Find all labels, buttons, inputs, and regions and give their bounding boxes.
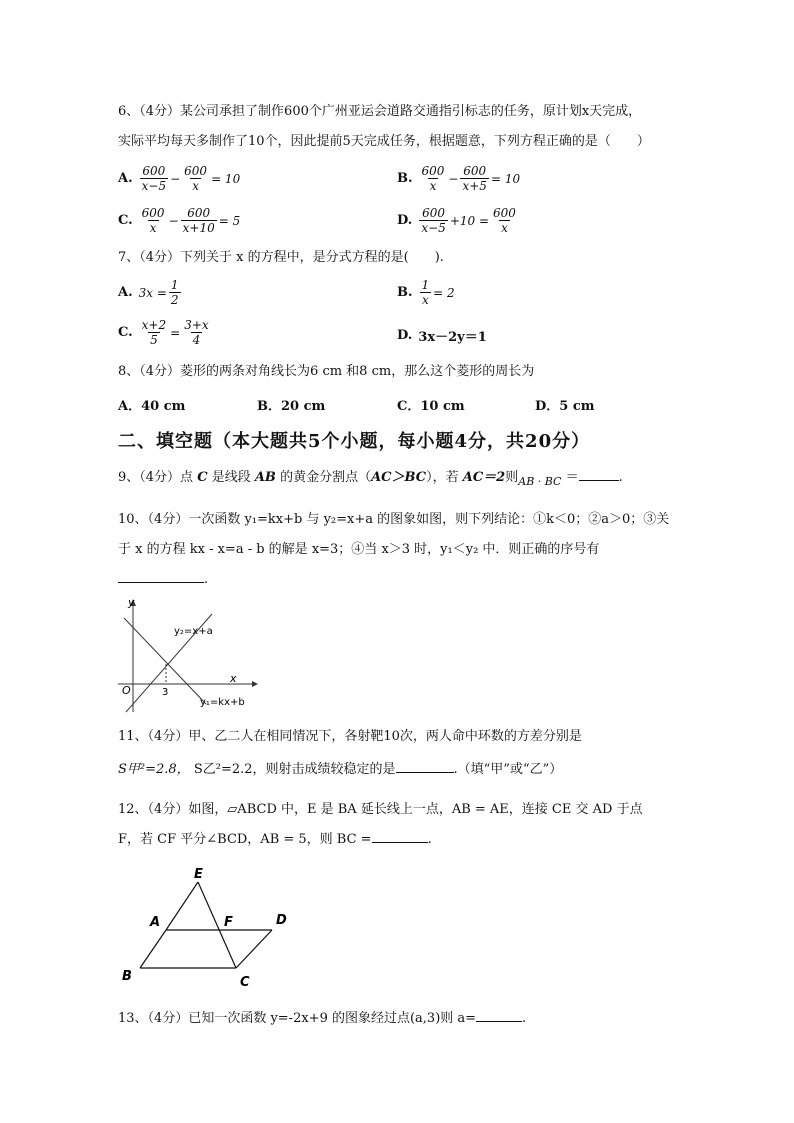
q10-graph bbox=[114, 594, 264, 718]
q6-option-b[interactable]: B. $\frac{600}{x}$ − $\frac{600}{x+5}$ = 10 bbox=[397, 164, 521, 193]
x-axis-label: x bbox=[230, 672, 237, 685]
tick-3: 3 bbox=[162, 687, 169, 698]
q7-option-d[interactable]: D. 3x－2y＝1 bbox=[397, 328, 487, 345]
q9-line: 9、（4分）点 C 是线段 AB 的黄金分割点（AC＞BC），若 AC＝2则$_{AB \cdot BC}$ ＝ . bbox=[118, 470, 623, 488]
segment-ae bbox=[166, 882, 198, 930]
q6-option-d[interactable]: D. $\frac{600}{x-5}$ +10 = $\frac{600}{x}$ bbox=[397, 206, 516, 235]
q7-stem: 7、（4分）下列关于 x 的方程中，是分式方程的是( ). bbox=[118, 250, 444, 265]
side-dc bbox=[236, 930, 272, 968]
q6-option-c[interactable]: C. $\frac{600}{x}$ − $\frac{600}{x+10}$ = 5 bbox=[118, 206, 241, 235]
q9-answer-blank[interactable] bbox=[579, 480, 619, 481]
q6-option-a[interactable]: A. $\frac{600}{x-5}$ − $\frac{600}{x}$ = 10 bbox=[118, 164, 241, 193]
y2-label: y₂=x+a bbox=[174, 626, 213, 637]
side-ba bbox=[140, 930, 166, 968]
q10-answer-blank[interactable] bbox=[118, 582, 204, 583]
q11-answer-blank[interactable] bbox=[396, 772, 454, 773]
q8-option-a[interactable]: A．40 cm bbox=[118, 399, 186, 414]
q10-line3: . bbox=[118, 570, 208, 590]
q12-line2: F，若 CF 平分∠BCD，AB = 5，则 BC = . bbox=[118, 832, 432, 847]
q12-answer-blank[interactable] bbox=[372, 842, 428, 843]
q6-line2: 实际平均每天多制作了10个，因此提前5天完成任务，根据题意，下列方程正确的是（ ） bbox=[118, 134, 650, 149]
label-a: A bbox=[150, 915, 161, 930]
q12-line1: 12、（4分）如图，▱ABCD 中，E 是 BA 延长线上一点，AB = AE，连接 CE 交 AD 于点 bbox=[118, 802, 643, 817]
q8-stem: 8、（4分）菱形的两条对角线长为6 cm 和8 cm，那么这个菱形的周长为 bbox=[118, 364, 535, 379]
label-e: E bbox=[194, 867, 203, 882]
label-f: F bbox=[224, 915, 233, 930]
q13-answer-blank[interactable] bbox=[476, 1021, 522, 1022]
y-axis-label: y bbox=[128, 596, 135, 609]
q11-line2: S甲²=2.8， S乙²=2.2，则射击成绩较稳定的是 .（填“甲”或“乙”） bbox=[118, 762, 563, 777]
q10-line2: 于 x 的方程 kx - x=a - b 的解是 x=3；④当 x＞3 时，y₁＜y₂ 中．则正确的序号有 bbox=[118, 542, 600, 557]
q8-option-c[interactable]: C．10 cm bbox=[397, 399, 465, 414]
x-axis-arrow bbox=[252, 681, 258, 687]
label-c: C bbox=[240, 975, 250, 990]
q8-option-d[interactable]: D．5 cm bbox=[535, 399, 595, 414]
origin-label: O bbox=[122, 684, 131, 697]
label-d: D bbox=[276, 913, 287, 928]
q11-line1: 11、（4分）甲、乙二人在相同情况下，各射靶10次，两人命中环数的方差分别是 bbox=[118, 729, 582, 744]
q10-line1: 10、（4分）一次函数 y₁=kx+b 与 y₂=x+a 的图象如图，则下列结论：①k＜0；②a＞0；③关 bbox=[118, 512, 670, 527]
q6-line1: 6、（4分）某公司承担了制作600个广州亚运会道路交通指引标志的任务，原计划x天完成， bbox=[118, 104, 642, 119]
q7-option-c[interactable]: C. $\frac{x+2}{5}$ = $\frac{3+x}{4}$ bbox=[118, 318, 209, 347]
q13-line: 13、（4分）已知一次函数 y=-2x+9 的图象经过点(a,3)则 a= . bbox=[118, 1011, 527, 1026]
q8-option-b[interactable]: B．20 cm bbox=[257, 399, 326, 414]
label-b: B bbox=[122, 969, 132, 984]
q7-option-a[interactable]: A. 3x = $\frac{1}{2}$ bbox=[118, 278, 179, 307]
q12-figure bbox=[116, 860, 296, 992]
section-title: 二、填空题（本大题共5个小题，每小题4分，共20分） bbox=[118, 431, 591, 452]
q7-option-b[interactable]: B. $\frac{1}{x}$ = 2 bbox=[397, 278, 455, 307]
y1-label: y₁=kx+b bbox=[200, 697, 245, 708]
